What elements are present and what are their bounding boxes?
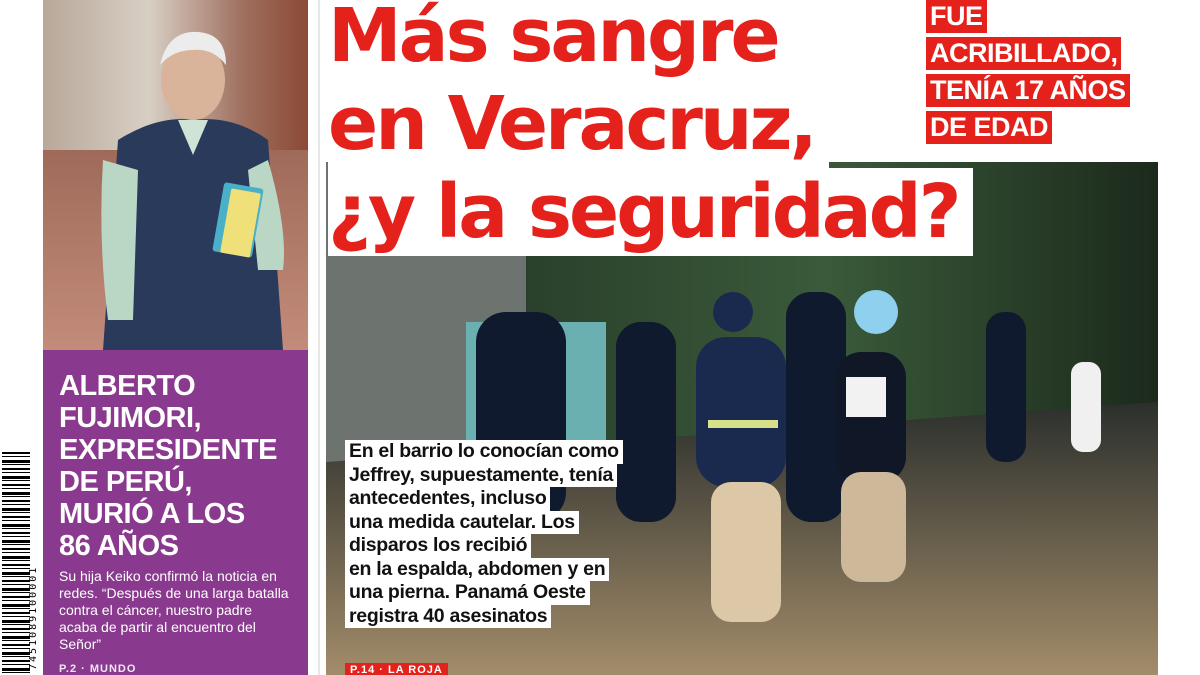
kicker-line-4: DE EDAD xyxy=(926,111,1052,144)
barcode-bars xyxy=(2,452,30,675)
headline-line-2: en Veracruz, xyxy=(328,80,829,168)
barcode-digits: 7451089100001 xyxy=(28,565,39,670)
caption-line-7: una pierna. Panamá Oeste xyxy=(345,581,590,605)
kicker xyxy=(926,0,1176,148)
caption-line-8: registra 40 asesinatos xyxy=(345,605,551,629)
caption-line-6: en la espalda, abdomen y en xyxy=(345,558,609,582)
photo-caption xyxy=(345,440,665,628)
column-divider xyxy=(318,0,320,675)
barcode xyxy=(0,452,40,675)
sidebar-story xyxy=(43,350,308,675)
fujimori-photo xyxy=(43,0,308,350)
caption-line-1: En el barrio lo conocían como xyxy=(345,440,623,464)
sidebar-byline: P.2 · MUNDO xyxy=(59,663,137,675)
headline-line-3: ¿y la seguridad? xyxy=(328,168,973,256)
kicker-line-3: TENÍA 17 AÑOS xyxy=(926,74,1130,107)
headline-line-1: Más sangre xyxy=(328,0,792,80)
caption-line-4: una medida cautelar. Los xyxy=(345,511,579,535)
caption-line-5: disparos los recibió xyxy=(345,534,531,558)
page-reference-tag[interactable]: P.14 · LA ROJA xyxy=(345,663,448,675)
sidebar-title: ALBERTO FUJIMORI, EXPRESIDENTE DE PERÚ, MURIÓ A LOS 86 AÑOS xyxy=(59,370,277,562)
caption-line-2: Jeffrey, supuestamente, tenía xyxy=(345,464,617,488)
kicker-line-1: FUE xyxy=(926,0,987,33)
caption-line-3: antecedentes, incluso xyxy=(345,487,550,511)
sidebar-body: Su hija Keiko confirmó la noticia en redes. “Después de una larga batalla contra el cáncer, nuestro padre acaba de partir al encuentro del Señor” xyxy=(59,568,289,652)
person-figure xyxy=(98,20,288,350)
kicker-line-2: ACRIBILLADO, xyxy=(926,37,1121,70)
